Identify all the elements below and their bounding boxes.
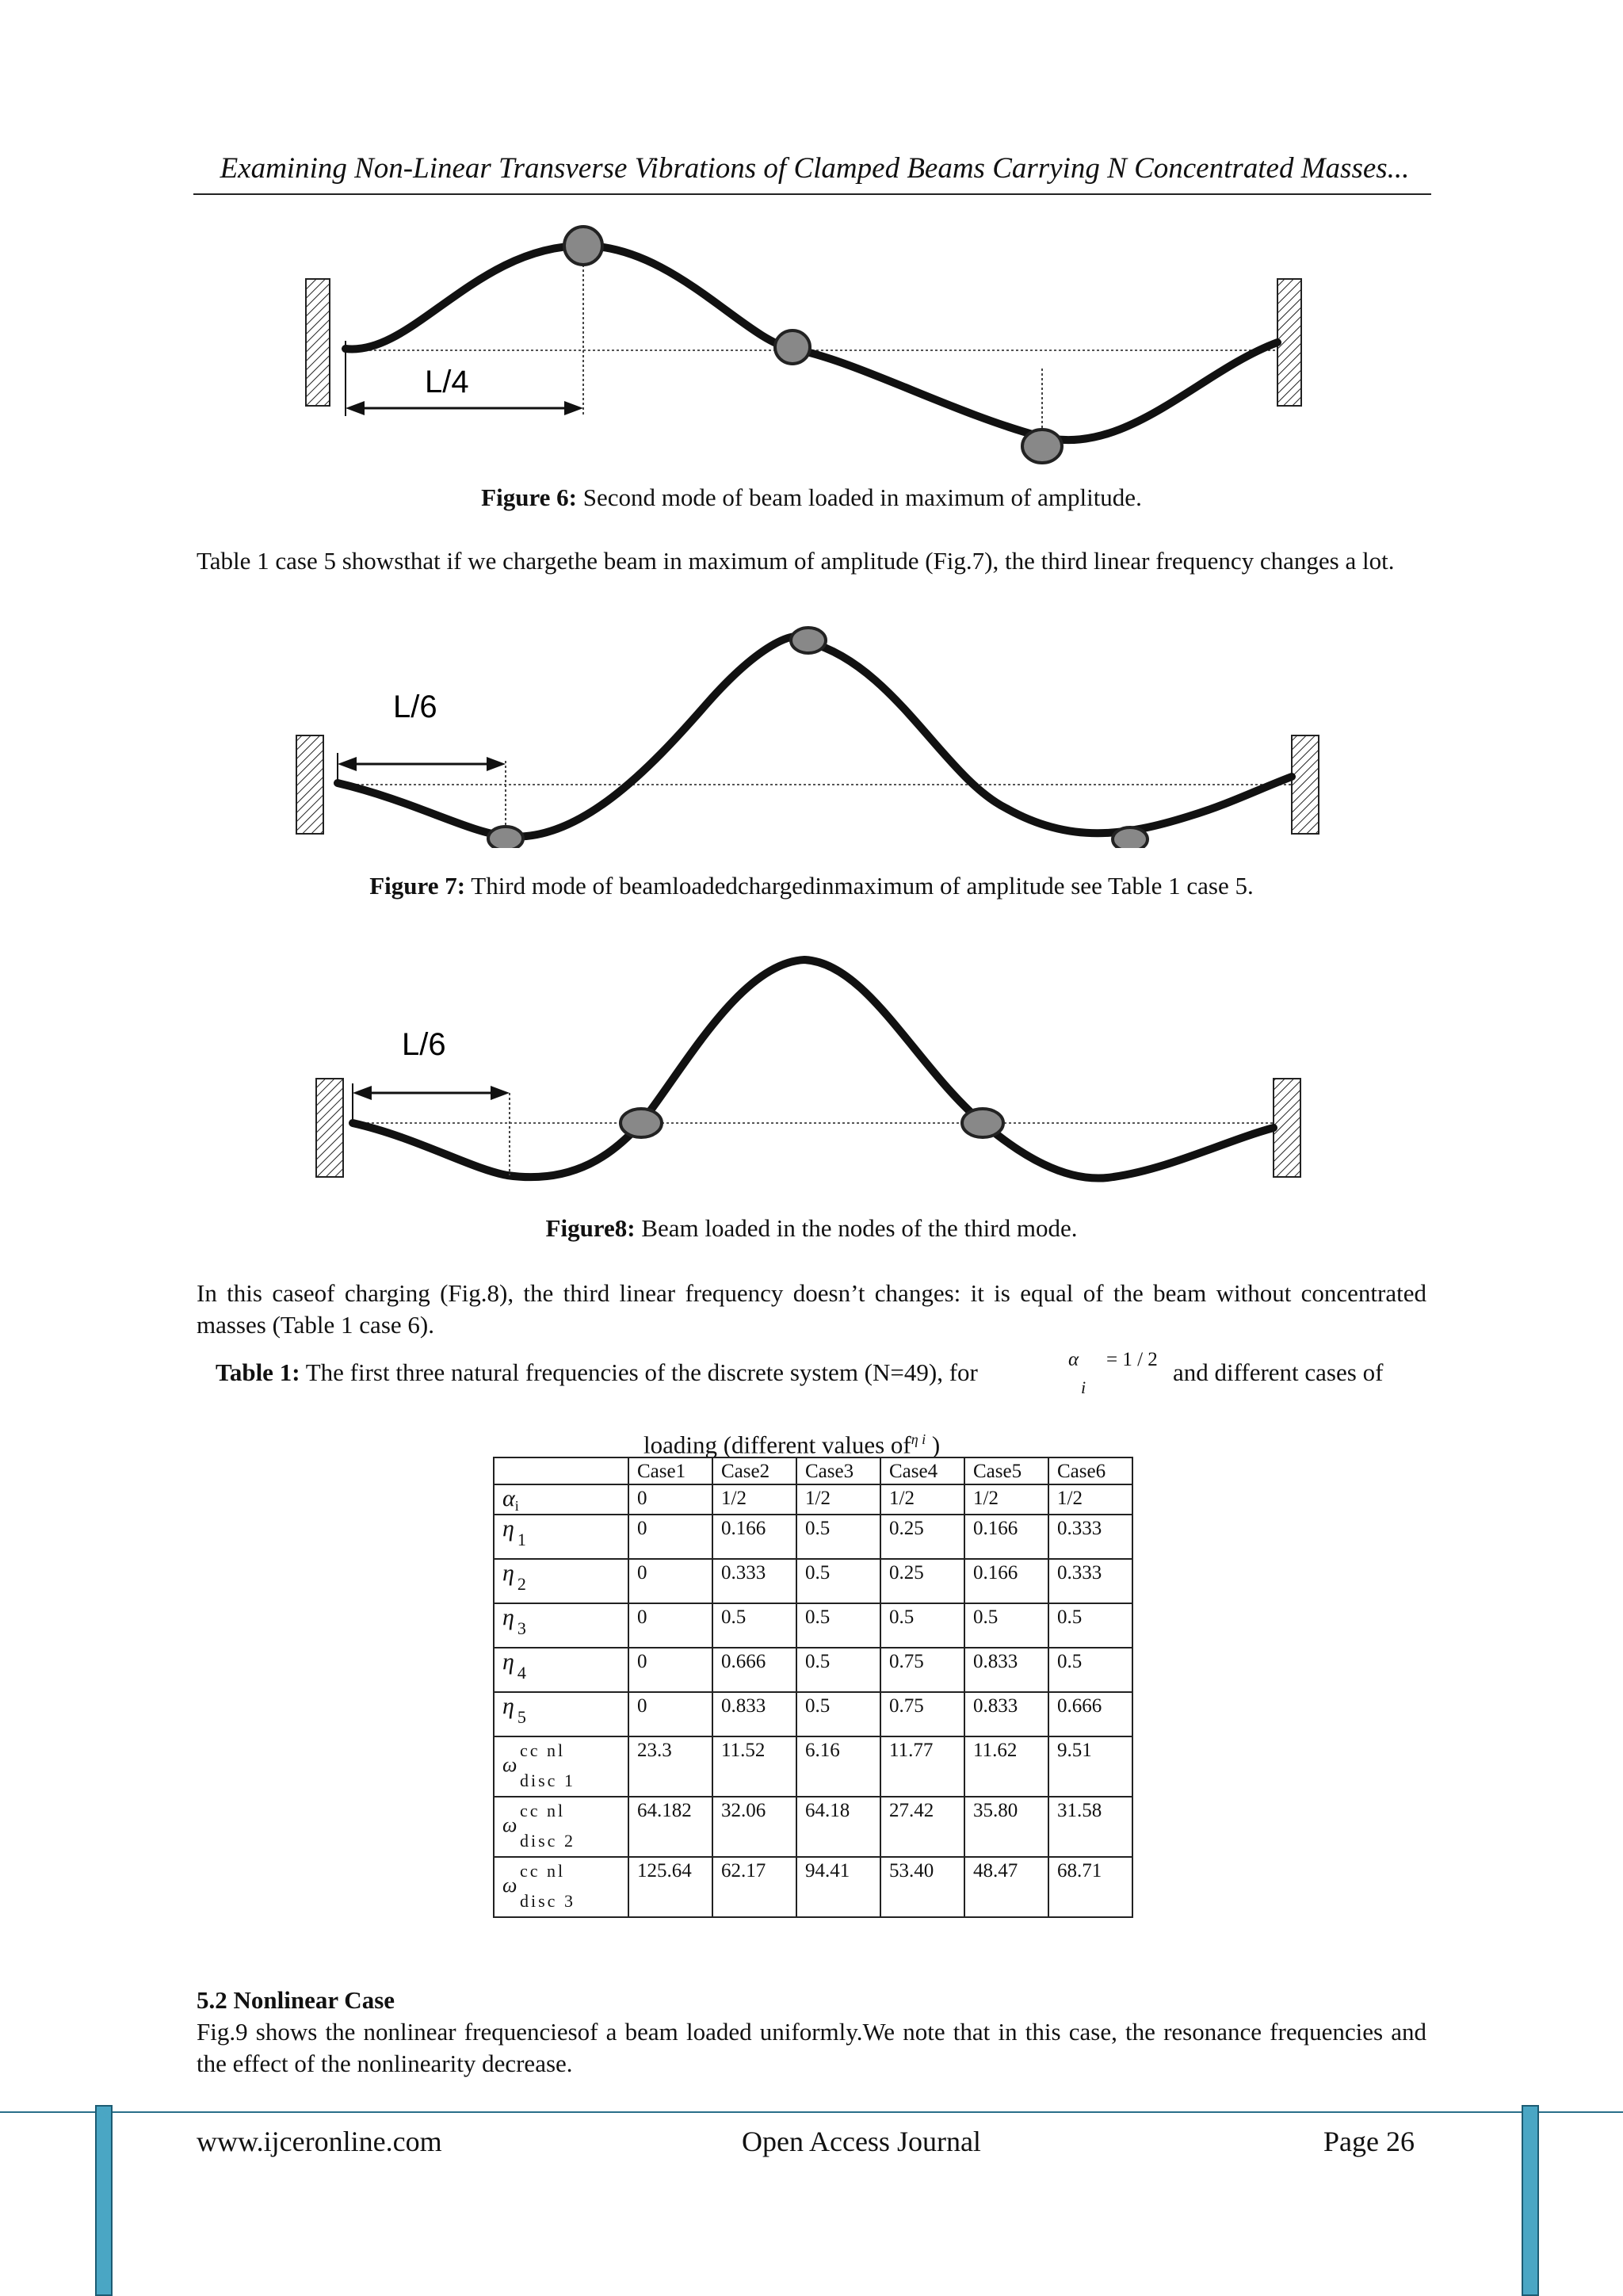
row-header <box>494 1484 628 1515</box>
mass-1 <box>564 227 602 265</box>
table-cell: 11.77 <box>880 1736 964 1797</box>
eta-subscript: 1 <box>517 1530 526 1549</box>
left-clamp <box>316 1079 343 1177</box>
table-cell: 0.833 <box>712 1692 796 1736</box>
dimension-label: L/6 <box>393 690 437 724</box>
eta-subscript: 4 <box>517 1663 526 1683</box>
section-heading: 5.2 Nonlinear Case <box>197 1986 395 2014</box>
figure-7-caption-label: Figure 7: <box>369 872 466 900</box>
omega-symbol: ω <box>502 1753 517 1776</box>
mass-1 <box>621 1109 662 1137</box>
alpha-symbol: α <box>1068 1349 1079 1370</box>
row-header <box>494 1736 628 1797</box>
table-body <box>494 1457 1132 1917</box>
table-1 <box>493 1457 1133 1918</box>
omega-superscript: cc nl <box>520 1861 566 1881</box>
table-cell: 48.47 <box>964 1857 1048 1917</box>
table-row <box>494 1648 1132 1692</box>
row-header <box>494 1515 628 1559</box>
table-row <box>494 1603 1132 1648</box>
omega-subscript: disc 3 <box>520 1891 575 1911</box>
footer-accent-bar-left <box>95 2105 113 2296</box>
eta-symbol: η <box>502 1693 514 1719</box>
section-paragraph: Fig.9 shows the nonlinear frequenciesof a beam loaded uniformly.We note that in this case, the resonance frequencies and the effect of the nonlinearity decrease. <box>197 2018 1426 2077</box>
table-cell: 11.62 <box>964 1736 1048 1797</box>
table-cell: 0.333 <box>712 1559 796 1603</box>
dimension-label: L/6 <box>402 1027 446 1062</box>
column-header: Case1 <box>628 1457 712 1484</box>
column-header: Case4 <box>880 1457 964 1484</box>
table-cell: 0.166 <box>964 1515 1048 1559</box>
figure-8-diagram <box>313 947 1335 1185</box>
eta-superscript: η i <box>911 1431 926 1447</box>
table-cell: 0.333 <box>1048 1515 1132 1559</box>
figure-8-caption-label: Figure8: <box>545 1214 636 1242</box>
table-cell: 64.18 <box>796 1797 880 1857</box>
table-cell: 0.5 <box>796 1692 880 1736</box>
table-cell: 11.52 <box>712 1736 796 1797</box>
table-corner-cell <box>494 1457 628 1484</box>
table-cell: 1/2 <box>880 1484 964 1515</box>
table-header-row <box>494 1457 1132 1484</box>
beam-deflection-curve <box>353 960 1274 1179</box>
alpha-equation: = 1 / 2 <box>1106 1349 1158 1370</box>
table-cell: 1/2 <box>712 1484 796 1515</box>
table-cell: 0.75 <box>880 1648 964 1692</box>
table-row <box>494 1515 1132 1559</box>
paragraph-1: Table 1 case 5 showsthat if we chargethe beam in maximum of amplitude (Fig.7), the third linear frequency changes a lot. <box>197 547 1395 575</box>
column-header: Case2 <box>712 1457 796 1484</box>
table-cell: 32.06 <box>712 1797 796 1857</box>
arrow-head-left <box>353 1086 372 1100</box>
arrow-head-right <box>564 401 583 415</box>
right-clamp <box>1274 1079 1300 1177</box>
table-cell: 0.5 <box>796 1515 880 1559</box>
table-cell: 0.666 <box>1048 1692 1132 1736</box>
figure-7-caption-text: Third mode of beamloadedchargedinmaximum of amplitude see Table 1 case 5. <box>465 872 1254 900</box>
eta-subscript: 3 <box>517 1618 526 1638</box>
table-cell: 62.17 <box>712 1857 796 1917</box>
omega-symbol: ω <box>502 1874 517 1897</box>
alpha-condition <box>1068 1349 1158 1397</box>
figure-7-caption <box>0 870 1623 902</box>
eta-symbol: η <box>502 1515 514 1541</box>
beam-deflection-curve <box>346 246 1277 440</box>
figure-8-caption <box>0 1213 1623 1244</box>
column-header: Case6 <box>1048 1457 1132 1484</box>
mass-2 <box>791 628 826 653</box>
table-cell: 0 <box>628 1515 712 1559</box>
omega-subscript: disc 2 <box>520 1831 575 1851</box>
footer-journal: Open Access Journal <box>742 2126 981 2157</box>
omega-symbol-group <box>502 1859 620 1915</box>
table-row <box>494 1736 1132 1797</box>
mass-1 <box>488 827 523 848</box>
table-cell: 0 <box>628 1484 712 1515</box>
eta-symbol: η <box>502 1604 514 1630</box>
figure-6-caption-label: Figure 6: <box>481 483 577 511</box>
table-1-caption-label: Table 1: <box>216 1358 300 1386</box>
arrow-head-left <box>346 401 365 415</box>
table-cell: 0.5 <box>796 1603 880 1648</box>
paragraph-2: In this caseof charging (Fig.8), the third linear frequency doesn’t changes: it is equal of the beam without concentrated masses (Table 1 case 6). <box>197 1279 1426 1339</box>
table-cell: 0.5 <box>880 1603 964 1648</box>
arrow-head-right <box>491 1086 510 1100</box>
running-header: Examining Non-Linear Transverse Vibrations of Clamped Beams Carrying N Concentrated Masses... <box>220 152 1410 185</box>
mass-3 <box>1113 827 1148 848</box>
table-1-caption-after: and different cases of <box>1173 1358 1384 1386</box>
row-header <box>494 1857 628 1917</box>
table-cell: 0 <box>628 1648 712 1692</box>
footer-website[interactable]: www.ijceronline.com <box>197 2126 442 2157</box>
table-cell: 94.41 <box>796 1857 880 1917</box>
table-cell: 1/2 <box>964 1484 1048 1515</box>
figure-6-caption <box>0 482 1623 514</box>
omega-symbol: ω <box>502 1813 517 1836</box>
table-cell: 1/2 <box>796 1484 880 1515</box>
table-cell: 1/2 <box>1048 1484 1132 1515</box>
table-row <box>494 1797 1132 1857</box>
row-header <box>494 1603 628 1648</box>
table-cell: 0.5 <box>796 1559 880 1603</box>
table-1-caption-line-2 <box>643 1423 940 1461</box>
table-1-caption-text: The first three natural frequencies of the discrete system (N=49), for <box>300 1358 978 1386</box>
table-1-caption <box>216 1357 1420 1389</box>
figure-7-diagram <box>293 618 1339 848</box>
eta-symbol: η <box>502 1560 514 1586</box>
table-cell: 0.833 <box>964 1648 1048 1692</box>
alpha-subscript: i <box>1081 1377 1086 1397</box>
figure-6-caption-text: Second mode of beam loaded in maximum of amplitude. <box>576 483 1142 511</box>
table-cell: 27.42 <box>880 1797 964 1857</box>
right-clamp <box>1292 735 1319 834</box>
omega-superscript: cc nl <box>520 1801 566 1820</box>
table-row <box>494 1484 1132 1515</box>
header-rule <box>193 193 1431 195</box>
row-header <box>494 1692 628 1736</box>
omega-symbol-group <box>502 1799 620 1855</box>
dimension-label: L/4 <box>425 365 469 399</box>
row-header <box>494 1559 628 1603</box>
table-cell: 68.71 <box>1048 1857 1132 1917</box>
eta-subscript: 5 <box>517 1707 526 1727</box>
table-cell: 0.166 <box>712 1515 796 1559</box>
table-cell: 9.51 <box>1048 1736 1132 1797</box>
table-cell: 0.5 <box>964 1603 1048 1648</box>
omega-superscript: cc nl <box>520 1740 566 1760</box>
table-cell: 0.833 <box>964 1692 1048 1736</box>
figure-6-diagram <box>301 222 1331 476</box>
table-cell: 0.25 <box>880 1559 964 1603</box>
omega-symbol-group <box>502 1739 620 1794</box>
alpha-subscript: i <box>514 1498 519 1514</box>
table-cell: 0.5 <box>1048 1603 1132 1648</box>
table-cell: 125.64 <box>628 1857 712 1917</box>
table-cell: 0.5 <box>1048 1648 1132 1692</box>
table-cell: 0.166 <box>964 1559 1048 1603</box>
table-cell: 53.40 <box>880 1857 964 1917</box>
caption-line-2-before: loading (different values of <box>643 1431 911 1459</box>
footer-accent-bar-right <box>1522 2105 1539 2296</box>
arrow-head-left <box>338 757 357 771</box>
table-cell: 0 <box>628 1559 712 1603</box>
table-row <box>494 1857 1132 1917</box>
arrow-head-right <box>487 757 506 771</box>
table-cell: 0.25 <box>880 1515 964 1559</box>
table-cell: 0 <box>628 1603 712 1648</box>
alpha-symbol: α <box>502 1485 515 1511</box>
table-cell: 64.182 <box>628 1797 712 1857</box>
eta-subscript: 2 <box>517 1574 526 1594</box>
table-cell: 6.16 <box>796 1736 880 1797</box>
figure-8-caption-text: Beam loaded in the nodes of the third mode. <box>635 1214 1078 1242</box>
table-cell: 0.666 <box>712 1648 796 1692</box>
column-header: Case5 <box>964 1457 1048 1484</box>
mass-2 <box>775 330 810 364</box>
footer-page-number: Page 26 <box>1323 2126 1415 2157</box>
table-cell: 0.333 <box>1048 1559 1132 1603</box>
table-cell: 35.80 <box>964 1797 1048 1857</box>
table-cell: 23.3 <box>628 1736 712 1797</box>
row-header <box>494 1797 628 1857</box>
table-cell: 31.58 <box>1048 1797 1132 1857</box>
row-header <box>494 1648 628 1692</box>
column-header: Case3 <box>796 1457 880 1484</box>
caption-line-2-after: ) <box>926 1431 941 1459</box>
beam-deflection-curve <box>338 636 1292 837</box>
table-cell: 0 <box>628 1692 712 1736</box>
omega-subscript: disc 1 <box>520 1771 575 1790</box>
mass-3 <box>1022 430 1062 463</box>
table-cell: 0.5 <box>796 1648 880 1692</box>
table-row <box>494 1559 1132 1603</box>
table-row <box>494 1692 1132 1736</box>
footer-rule <box>0 2111 1623 2113</box>
mass-2 <box>962 1109 1003 1137</box>
table-cell: 0.75 <box>880 1692 964 1736</box>
left-clamp <box>306 279 330 406</box>
table-cell: 0.5 <box>712 1603 796 1648</box>
eta-symbol: η <box>502 1648 514 1675</box>
left-clamp <box>296 735 323 834</box>
